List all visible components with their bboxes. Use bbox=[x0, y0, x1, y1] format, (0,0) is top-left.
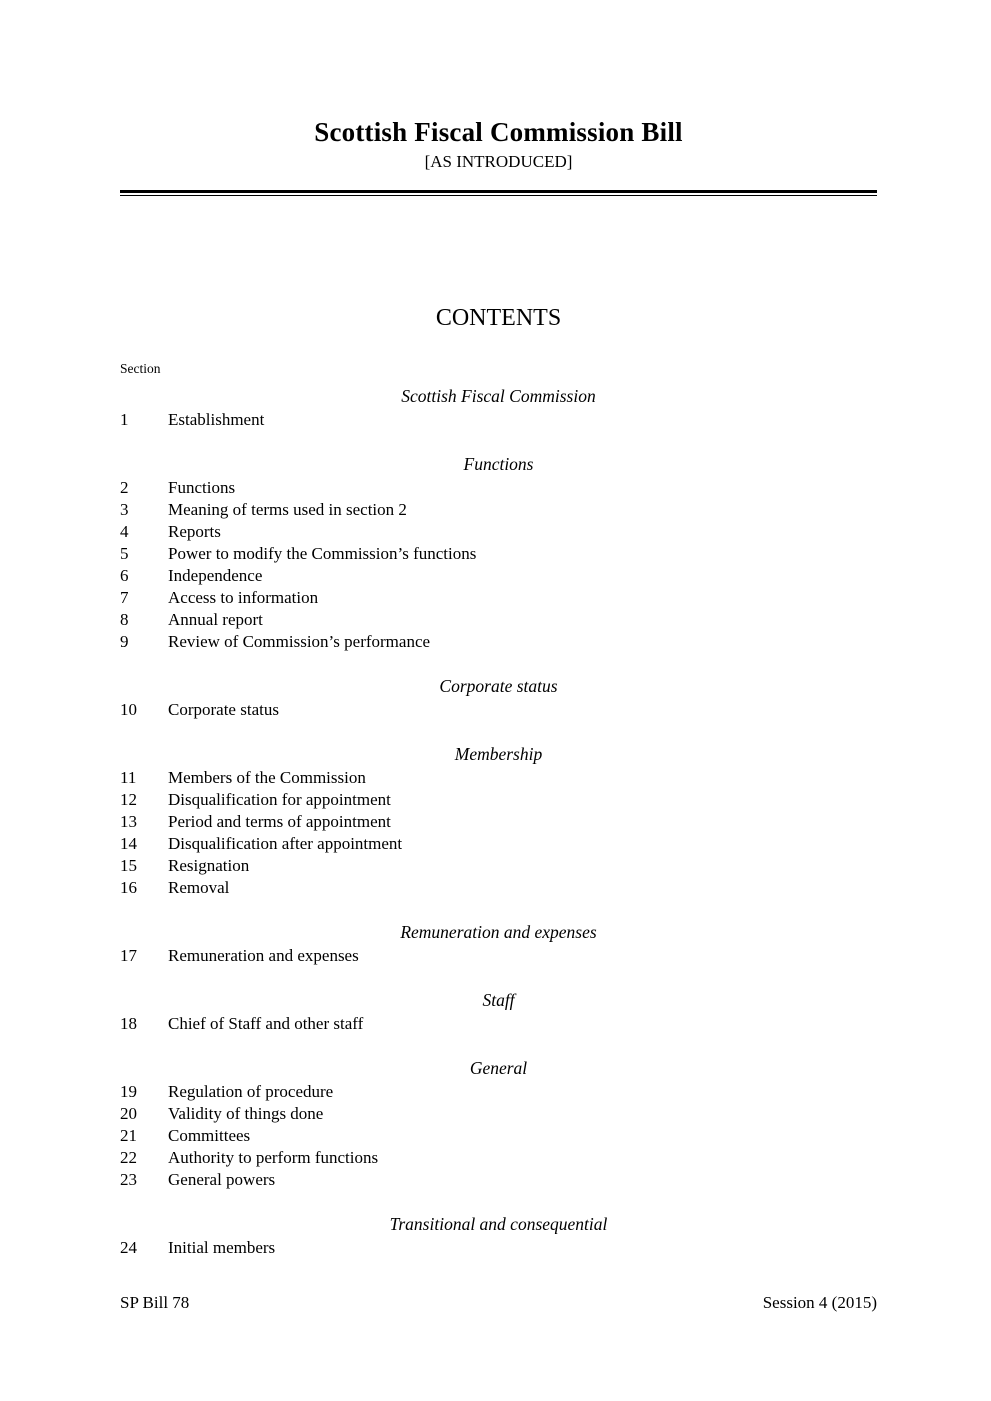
section-number: 23 bbox=[120, 1170, 137, 1189]
section-title: Independence bbox=[168, 566, 263, 585]
group-heading: Corporate status bbox=[439, 676, 558, 696]
section-title: Chief of Staff and other staff bbox=[168, 1014, 364, 1033]
section-title: Removal bbox=[168, 878, 230, 897]
contents-group bbox=[120, 675, 877, 721]
contents-item bbox=[120, 1169, 877, 1191]
section-title: Committees bbox=[168, 1126, 251, 1145]
section-number: 7 bbox=[120, 588, 129, 607]
group-heading: Remuneration and expenses bbox=[400, 922, 597, 942]
contents-item bbox=[120, 833, 877, 855]
contents-item bbox=[120, 543, 877, 565]
group-heading: Scottish Fiscal Commission bbox=[401, 386, 596, 406]
contents-item bbox=[120, 1237, 877, 1259]
contents-group bbox=[120, 989, 877, 1035]
section-number: 15 bbox=[120, 856, 137, 875]
section-number: 17 bbox=[120, 946, 137, 965]
section-title: Members of the Commission bbox=[168, 768, 366, 787]
contents-item bbox=[120, 767, 877, 789]
section-title: Reports bbox=[168, 522, 221, 541]
contents-item bbox=[120, 811, 877, 833]
footer-session: Session 4 (2015) bbox=[762, 1293, 877, 1312]
section-title: Initial members bbox=[168, 1238, 276, 1257]
section-number: 3 bbox=[120, 500, 129, 519]
page-content bbox=[120, 0, 877, 1259]
contents-item bbox=[120, 789, 877, 811]
section-number: 12 bbox=[120, 790, 137, 809]
contents-group bbox=[120, 921, 877, 967]
contents-group bbox=[120, 1057, 877, 1191]
bill-title: Scottish Fiscal Commission Bill bbox=[314, 117, 683, 147]
section-title: Remuneration and expenses bbox=[168, 946, 359, 965]
section-title: General powers bbox=[168, 1170, 276, 1189]
section-title: Period and terms of appointment bbox=[168, 812, 391, 831]
group-heading: General bbox=[469, 1058, 528, 1078]
bill-status: [AS INTRODUCED] bbox=[424, 152, 573, 171]
contents-item bbox=[120, 477, 877, 499]
group-heading: Transitional and consequential bbox=[389, 1214, 608, 1234]
contents-item bbox=[120, 699, 877, 721]
group-heading: Functions bbox=[463, 454, 534, 474]
contents-item bbox=[120, 1147, 877, 1169]
section-title: Annual report bbox=[168, 610, 263, 629]
section-title: Power to modify the Commission’s functions bbox=[168, 544, 477, 563]
rule-thin-line bbox=[120, 195, 877, 197]
section-number: 21 bbox=[120, 1126, 137, 1145]
contents-item bbox=[120, 1103, 877, 1125]
section-number: 11 bbox=[120, 768, 137, 787]
section-number: 19 bbox=[120, 1082, 137, 1101]
section-number: 18 bbox=[120, 1014, 137, 1033]
contents-item bbox=[120, 521, 877, 543]
section-title: Resignation bbox=[168, 856, 250, 875]
page-footer bbox=[120, 1292, 877, 1314]
section-number: 8 bbox=[120, 610, 129, 629]
contents-item bbox=[120, 609, 877, 631]
contents-group bbox=[120, 1213, 877, 1259]
section-title: Establishment bbox=[168, 410, 265, 429]
section-number: 20 bbox=[120, 1104, 137, 1123]
section-title: Review of Commission’s performance bbox=[168, 632, 431, 651]
contents-item bbox=[120, 565, 877, 587]
section-title: Authority to perform functions bbox=[168, 1148, 379, 1167]
section-number: 22 bbox=[120, 1148, 137, 1167]
section-number: 1 bbox=[120, 410, 129, 429]
contents-item bbox=[120, 499, 877, 521]
section-title: Functions bbox=[168, 478, 236, 497]
contents-item bbox=[120, 945, 877, 967]
section-number: 14 bbox=[120, 834, 137, 853]
contents-group bbox=[120, 743, 877, 899]
section-number: 5 bbox=[120, 544, 129, 563]
section-number: 2 bbox=[120, 478, 129, 497]
section-title: Regulation of procedure bbox=[168, 1082, 334, 1101]
section-number: 4 bbox=[120, 522, 129, 541]
contents-heading: CONTENTS bbox=[435, 305, 562, 331]
group-heading: Membership bbox=[454, 744, 543, 764]
contents-item bbox=[120, 587, 877, 609]
footer-bill-number: SP Bill 78 bbox=[120, 1293, 190, 1312]
section-number: 24 bbox=[120, 1238, 137, 1257]
contents-item bbox=[120, 877, 877, 899]
contents-group bbox=[120, 453, 877, 653]
section-title: Access to information bbox=[168, 588, 319, 607]
contents-item bbox=[120, 1013, 877, 1035]
contents-group bbox=[120, 385, 877, 431]
section-title: Meaning of terms used in section 2 bbox=[168, 500, 407, 519]
section-title: Disqualification after appointment bbox=[168, 834, 403, 853]
section-number: 9 bbox=[120, 632, 129, 651]
contents-item bbox=[120, 855, 877, 877]
group-heading: Staff bbox=[482, 990, 515, 1010]
section-number: 16 bbox=[120, 878, 137, 897]
section-title: Disqualification for appointment bbox=[168, 790, 391, 809]
section-label: Section bbox=[120, 361, 161, 376]
contents-groups bbox=[120, 385, 877, 1259]
section-number: 10 bbox=[120, 700, 137, 719]
contents-item bbox=[120, 409, 877, 431]
section-title: Validity of things done bbox=[168, 1104, 324, 1123]
double-rule bbox=[120, 190, 877, 196]
section-title: Corporate status bbox=[168, 700, 279, 719]
section-number: 6 bbox=[120, 566, 129, 585]
section-number: 13 bbox=[120, 812, 137, 831]
contents-item bbox=[120, 631, 877, 653]
contents-item bbox=[120, 1081, 877, 1103]
contents-item bbox=[120, 1125, 877, 1147]
